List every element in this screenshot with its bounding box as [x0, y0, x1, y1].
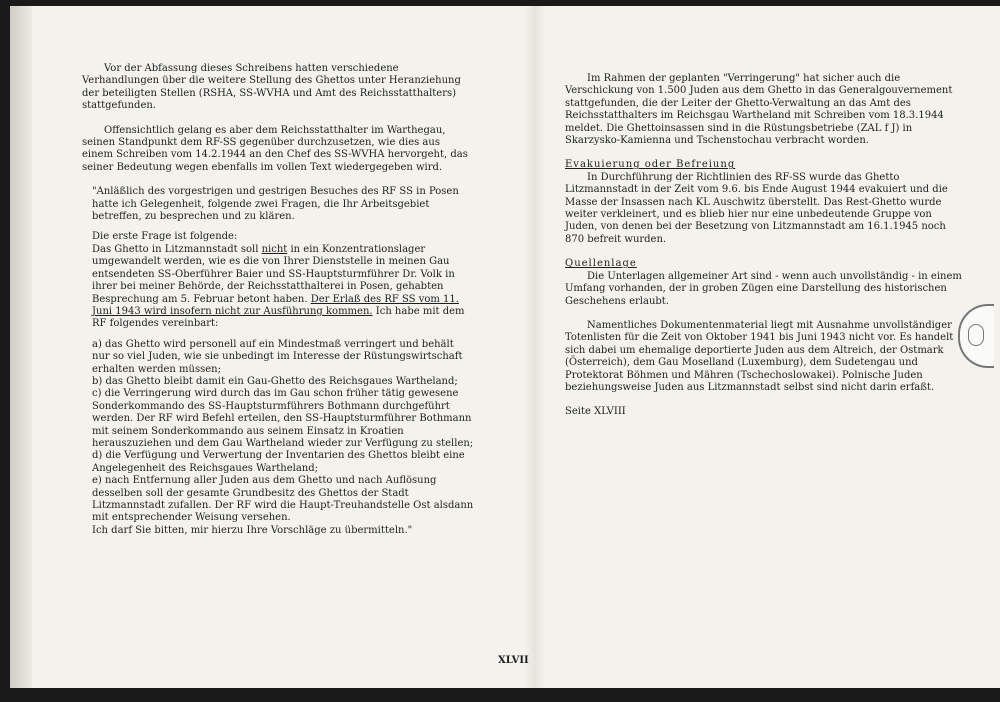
paragraph: Die Unterlagen allgemeiner Art sind - wenn auch unvollständig - in einem Umfang vorhanden, der in groben Zügen eine Darstellung des historischen Geschehens erlaubt. [565, 270, 962, 307]
right-text-column [565, 73, 965, 419]
quote-paragraph: "Anläßlich des vorgestrigen und gestrigen Besuches des RF SS in Posen hatte ich Gelegenheit, folgende zwei Fragen, die Ihr Arbeitsgebiet betreffen, zu besprechen und zu klären. [92, 186, 459, 223]
paragraph: Offensichtlich gelang es aber dem Reichsstatthalter im Warthegau, seinen Standpunkt dem RF-SS gegenüber durchzusetzen, wie dies aus einem Schreiben vom 14.2.1944 an den Chef des SS-WVHA hervorgeht, das seiner Bedeutung wegen ebenfalls im vollen Text wiedergegeben wird. [82, 124, 468, 173]
page-number: XLVII [498, 655, 529, 666]
section-heading: Quellenlage [565, 258, 637, 270]
page-edge [10, 6, 32, 688]
underlined-text: nicht [261, 243, 288, 255]
left-text-column [82, 63, 474, 537]
quote-paragraph: Die erste Frage ist folgende: [92, 231, 238, 243]
quoted-letter [82, 186, 474, 537]
quote-list-item: a) das Ghetto wird personell auf ein Mindestmaß verringert und behält nur so viel Juden, wie sie unbedingt im Interesse der Rüstungswirtschaft erhalten werden müssen; [92, 338, 463, 375]
book-gutter [525, 6, 545, 688]
paragraph: Vor der Abfassung dieses Schreibens hatten verschiedene Verhandlungen über die weitere Stellung des Ghettos unter Heranziehung der beteiligten Stellen (RSHA, SS-WVHA und Amt des Reichsstatthalters) stattgefunden. [82, 63, 461, 112]
paragraph: Im Rahmen der geplanten "Verringerung" hat sicher auch die Verschickung von 1.500 Juden aus dem Ghetto in das Generalgouvernement stattgefunden, die der Leiter der Ghetto-Verwaltung an das Amt des Reichsstatthalters im Reichsgau Wartheland mit Schreiben vom 18.3.1944 meldet. Die Ghettoinsassen sind in die Rüstungsbetriebe (ZAL f J) in Skarzysko-Kamienna und Tschenstochau verbracht worden. [565, 73, 953, 147]
quote-list-item: d) die Verfügung und Verwertung der Inventarien des Ghettos bleibt eine Angelegenheit des Reichsgaues Wartheland; [92, 450, 465, 474]
paragraph: Namentliches Dokumentenmaterial liegt mit Ausnahme unvollständiger Totenlisten für die Zeit von Oktober 1941 bis Juni 1943 nicht vor. Es handelt sich dabei um ehemalige deportierte Juden aus dem Altreich, der Ostmark (Österreich), dem Gau Moselland (Luxemburg), dem Sudetengau und Protektorat Böhmen und Mähren (Tschechoslowakei). Polnische Juden beziehungsweise Juden aus Litzmannstadt selbst sind nicht darin erfaßt. [565, 319, 954, 393]
quote-list-item: b) das Ghetto bleibt damit ein Gau-Ghetto des Reichsgaues Wartheland; [92, 375, 458, 387]
underlined-text: Der Erlaß des RF SS vom 11. Juni 1943 wird insofern nicht zur Ausführung kommen. [92, 293, 459, 317]
quote-list-item: c) die Verringerung wird durch das im Gau schon früher tätig gewesene Sonderkommando des SS-Hauptsturmführers Bothmann durchgeführt werden. Der RF wird Befehl erteilen, den SS-Hauptsturmführer Bothmann mit seinem Sonderkommando aus seinem Einsatz in Kroatien herauszuziehen und dem Gau Wartheland wieder zur Verfügung zu stellen; [92, 388, 474, 449]
book-spread [10, 6, 1000, 688]
page-reference: Seite XLVIII [565, 406, 626, 418]
paragraph: In Durchführung der Richtlinien des RF-SS wurde das Ghetto Litzmannstadt in der Zeit vom 9.6. bis Ende August 1944 evakuiert und die Masse der Insassen nach KL Auschwitz überstellt. Das Rest-Ghetto wurde weiter verkleinert, und es blieb hier nur eine unbedeutende Gruppe von Juden, von denen bei der Besetzung von Litzmannstadt am 16.1.1945 noch 870 befreit wurden. [565, 171, 948, 245]
quote-closing: Ich darf Sie bitten, mir hierzu Ihre Vorschläge zu übermitteln." [92, 524, 413, 536]
quote-paragraph [92, 244, 474, 331]
quote-text: Ich habe mit dem RF folgendes vereinbart: [92, 305, 465, 330]
quote-list-item: e) nach Entfernung aller Juden aus dem Ghetto und nach Auflösung desselben soll der gesamte Grundbesitz des Ghettos der Stadt Litzmannstadt zufallen. Der RF wird die Haupt-Treuhandstelle Ost alsdann mit entsprechender Weisung versehen. [92, 475, 474, 524]
quote-text: in ein Konzentrationslager umgewandelt werden, wie es die von Ihrer Dienststelle in meinen Gau entsendeten SS-Oberführer Baier und SS-Hauptsturmführer Dr. Volk in ihrer bei meiner Behörde, der Reichsstatthalterei in Posen, gehabten Besprechung am 5. Februar betont haben. [92, 243, 455, 305]
tab-slot [968, 324, 984, 346]
section-heading: Evakuierung oder Befreiung [565, 159, 736, 171]
quote-text: Das Ghetto in Litzmannstadt soll [92, 243, 259, 255]
